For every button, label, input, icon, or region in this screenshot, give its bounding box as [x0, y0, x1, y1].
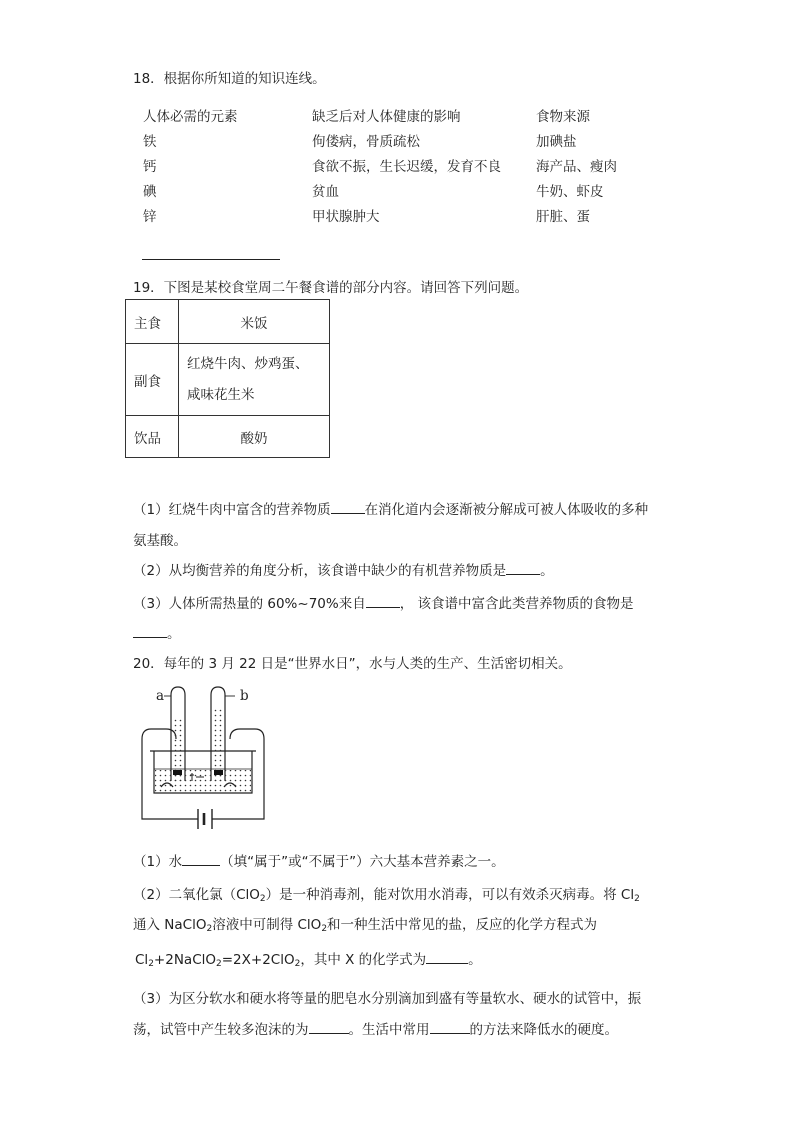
menu-label-staple: 主食: [126, 300, 179, 344]
answer-blank: [430, 1020, 470, 1035]
q19-sub2-text: （2）从均衡营养的角度分析，该食谱中缺少的有机营养物质是: [133, 563, 507, 579]
subscript: 2: [259, 894, 266, 904]
equation-part: 。: [468, 952, 482, 968]
q19-sub2: [133, 559, 554, 579]
q20-sub1: [133, 850, 505, 870]
q20-sub3-text: 的方法来降低水的硬度。: [469, 1022, 618, 1038]
q18-source: 海产品、瘦肉: [536, 159, 617, 175]
q20-sub1-text: （填“属于”或“不属于”）六大基本营养素之一。: [220, 854, 505, 870]
q18-header-source: 食物来源: [536, 109, 590, 125]
answer-blank: [182, 852, 220, 867]
q20-sub3-text: 荡，试管中产生较多泡沫的为: [133, 1022, 309, 1038]
menu-side-line1: 红烧牛肉、炒鸡蛋、: [187, 355, 309, 372]
q19-sub1-text: （1）红烧牛肉中富含的营养物质: [133, 502, 331, 518]
menu-row-side: [126, 344, 330, 416]
menu-table: [125, 299, 330, 458]
menu-label-side: 副食: [126, 344, 179, 416]
q19-sub1-line2: 氨基酸。: [133, 533, 187, 549]
q20-sub3-line2: [133, 1018, 618, 1038]
q20-sub2-line2: [133, 913, 597, 934]
q19-title: 19．下图是某校食堂周二午餐食谱的部分内容。请回答下列问题。: [133, 280, 529, 296]
answer-blank: [506, 561, 540, 576]
menu-label-drink: 饮品: [126, 416, 179, 458]
diagram-label-a: a: [156, 688, 165, 704]
q18-element: 锌: [143, 209, 157, 225]
subscript: 2: [321, 924, 328, 934]
diagram-label-b: b: [240, 688, 249, 704]
q20-sub2-text: （2）二氧化氯（ClO: [133, 887, 260, 903]
q18-element: 碘: [143, 184, 157, 200]
subscript: 2: [216, 959, 222, 969]
q19-sub3-line2: [133, 622, 181, 642]
answer-blank: [309, 1020, 349, 1035]
q18-effect: 佝偻病，骨质疏松: [312, 134, 420, 150]
q19-sub1-text: 在消化道内会逐渐被分解成可被人体吸收的多种: [364, 502, 649, 518]
q18-title: 18．根据你所知道的知识连线。: [133, 71, 326, 87]
q18-element: 铁: [143, 134, 157, 150]
q18-source: 牛奶、虾皮: [536, 184, 604, 200]
q18-effect: 食欲不振，生长迟缓，发育不良: [312, 159, 501, 175]
answer-blank: [331, 500, 365, 515]
subscript: 2: [148, 959, 154, 969]
q18-element: 钙: [143, 159, 157, 175]
equation-part: +2NaClO: [153, 952, 216, 968]
q19-sub2-text: 。: [540, 563, 554, 579]
subscript: 2: [634, 894, 640, 904]
q19-sub1-line1: [133, 498, 648, 518]
q19-sub3-text: （3）人体所需热量的 60%~70%来自: [133, 596, 366, 612]
subscript: 2: [294, 959, 301, 969]
q19-sub3-text: 。: [167, 626, 181, 642]
q20-title: 20．每年的 3 月 22 日是“世界水日”，水与人类的生产、生活密切相关。: [133, 656, 572, 672]
q20-sub2-line1: [133, 883, 640, 904]
q18-source: 加碘盐: [536, 134, 577, 150]
menu-value-drink: 酸奶: [179, 416, 330, 458]
menu-row-staple: [126, 300, 330, 344]
q20-sub2-text: ）是一种消毒剂，能对饮用水消毒，可以有效杀灭病毒。将 Cl: [265, 887, 635, 903]
answer-blank: [426, 950, 468, 965]
subscript: 2: [206, 924, 213, 934]
equation-part: =2X+2ClO: [221, 952, 295, 968]
menu-row-drink: [126, 416, 330, 458]
equation-part: ，其中 X 的化学式为: [300, 952, 427, 968]
q18-effect: 贫血: [312, 184, 339, 200]
menu-value-staple: 米饭: [179, 300, 330, 344]
q20-sub3-text: 。生活中常用: [348, 1022, 430, 1038]
q20-sub2-text: 和一种生活中常见的盐，反应的化学方程式为: [327, 917, 598, 933]
equation-part: Cl: [135, 952, 149, 968]
q20-sub2-text: 溶液中可制得 ClO: [212, 917, 322, 933]
q20-sub1-text: （1）水: [133, 854, 183, 870]
chemical-equation: [135, 948, 482, 969]
q20-sub3-line1: （3）为区分软水和硬水将等量的肥皂水分别滴加到盛有等量软水、硬水的试管中，振: [133, 991, 642, 1007]
q18-effect: 甲状腺肿大: [312, 209, 380, 225]
menu-side-line2: 咸味花生米: [187, 386, 255, 403]
q19-sub3-line1: [133, 592, 634, 612]
q20-sub2-text: 通入 NaClO: [133, 917, 207, 933]
q18-header-effect: 缺乏后对人体健康的影响: [312, 109, 461, 125]
menu-value-side: [179, 344, 330, 416]
q18-header-element: 人体必需的元素: [143, 109, 238, 125]
answer-line: [142, 259, 280, 260]
electrolysis-apparatus-diagram: [138, 683, 268, 835]
q19-sub3-text: ， 该食谱中富含此类营养物质的食物是: [399, 596, 634, 612]
answer-blank: [366, 594, 400, 609]
q18-source: 肝脏、蛋: [536, 209, 590, 225]
answer-blank: [133, 624, 167, 639]
